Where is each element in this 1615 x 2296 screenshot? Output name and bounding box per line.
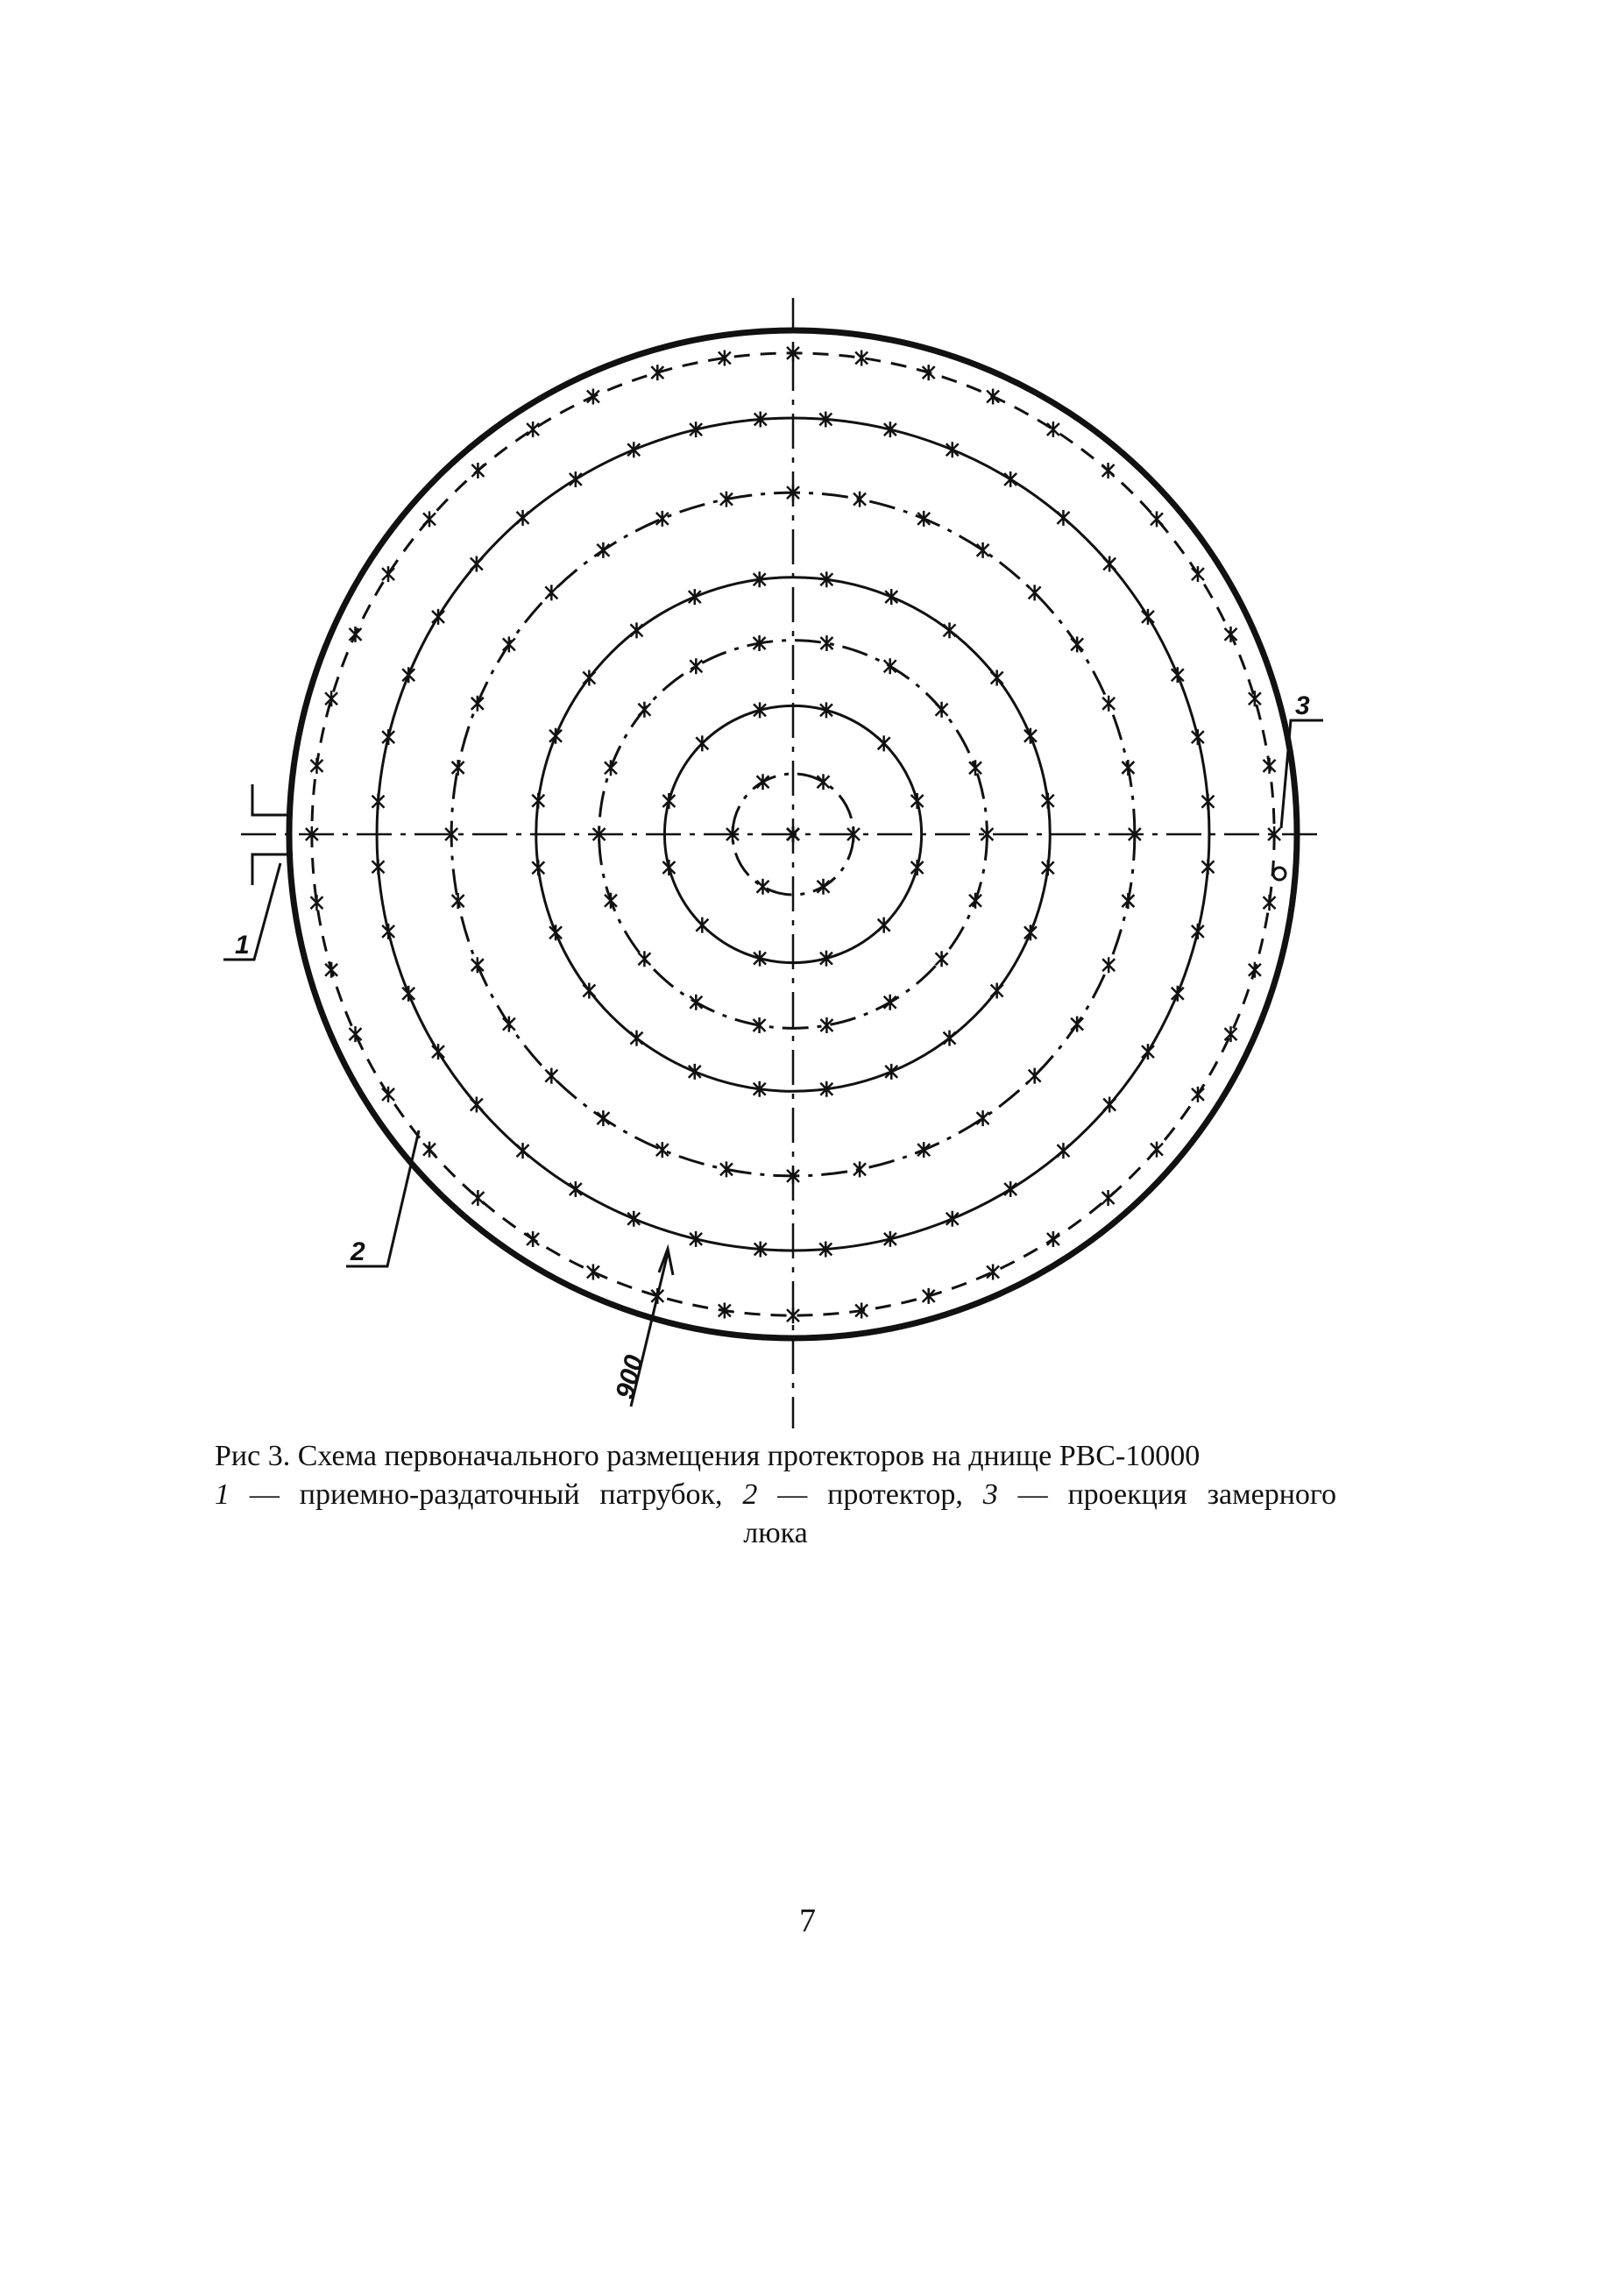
- protector-mark: [545, 585, 557, 600]
- protector-mark: [471, 696, 484, 712]
- protector-mark: [605, 760, 617, 776]
- protector-mark: [944, 1031, 956, 1046]
- protector-mark: [1057, 1143, 1069, 1159]
- label-item-2: 2: [351, 1237, 365, 1266]
- protector-mark: [690, 658, 702, 674]
- protector-mark: [885, 1064, 897, 1080]
- protector-mark: [570, 471, 582, 487]
- protector-mark: [936, 702, 948, 718]
- protector-mark: [503, 636, 515, 652]
- protector-mark: [349, 627, 361, 642]
- protector-mark: [1142, 1044, 1154, 1059]
- protector-mark: [1057, 510, 1069, 526]
- protector-mark: [605, 893, 617, 909]
- protector-mark: [1004, 471, 1016, 487]
- protector-mark: [884, 658, 896, 674]
- protector-mark: [630, 622, 642, 638]
- legend-text-1: — приемно-раздаточный патрубок,: [230, 1478, 743, 1511]
- protector-mark: [1192, 566, 1204, 582]
- protector-mark: [689, 1064, 701, 1080]
- protector-mark: [325, 691, 337, 706]
- protector-mark: [884, 995, 896, 1010]
- protector-mark: [1122, 893, 1134, 909]
- protector-mark: [1071, 1017, 1083, 1032]
- protector-mark: [917, 511, 930, 527]
- label-item-1: 1: [235, 931, 250, 960]
- protector-mark: [549, 925, 562, 940]
- protector-mark: [662, 793, 675, 809]
- legend-number-1: 1: [215, 1478, 230, 1511]
- protector-mark: [662, 860, 675, 875]
- protector-mark: [969, 893, 981, 909]
- protector-mark: [1151, 511, 1163, 527]
- protector-mark: [696, 918, 708, 933]
- protector-mark: [690, 995, 702, 1010]
- legend-text-2: — протектор,: [757, 1478, 983, 1511]
- protector-mark: [310, 895, 322, 911]
- protector-mark: [917, 1142, 930, 1158]
- protector-mark: [545, 1068, 557, 1084]
- protector-mark: [696, 735, 708, 751]
- protector-mark: [432, 609, 444, 625]
- protector-mark: [1249, 962, 1261, 978]
- legend-text-3: — проекция замерного: [997, 1478, 1336, 1511]
- figure-caption-line-2: [215, 1476, 1336, 1514]
- protector-mark: [991, 670, 1003, 685]
- protector-mark: [936, 951, 948, 967]
- protector-mark: [1102, 463, 1115, 478]
- protector-mark: [627, 1211, 640, 1227]
- protector-mark: [638, 702, 650, 718]
- protector-mark: [597, 542, 609, 558]
- protector-mark: [1264, 895, 1276, 911]
- label-item-3: 3: [1295, 691, 1310, 720]
- protector-mark: [689, 589, 701, 605]
- protector-mark: [946, 1211, 959, 1227]
- protector-mark: [527, 422, 539, 437]
- protector-mark: [1071, 636, 1083, 652]
- protector-mark: [471, 556, 483, 572]
- protector-mark: [1103, 1096, 1116, 1112]
- protector-mark: [517, 1143, 529, 1159]
- protector-mark: [310, 758, 322, 774]
- protector-mark: [656, 1142, 669, 1158]
- protector-mark: [1172, 986, 1184, 1002]
- protector-mark: [1122, 760, 1134, 776]
- protector-mark: [977, 542, 989, 558]
- protector-mark: [1042, 860, 1054, 875]
- protector-mark: [1225, 1026, 1237, 1042]
- protector-mark: [349, 1026, 361, 1042]
- protector-mark: [583, 670, 595, 685]
- protector-mark: [987, 1265, 999, 1280]
- figure-caption-line-3: люка: [743, 1517, 808, 1549]
- protector-mark: [911, 793, 924, 809]
- figure-caption-line-1: Рис 3. Схема первоначального размещения протекторов на днище РВС-10000: [215, 1440, 1201, 1472]
- protector-mark: [372, 794, 385, 810]
- protector-mark: [969, 760, 981, 776]
- protector-mark: [911, 860, 924, 875]
- protector-mark: [402, 667, 414, 683]
- protector-mark: [1201, 859, 1214, 875]
- protector-mark: [757, 879, 769, 895]
- protector-mark: [885, 589, 897, 605]
- protector-mark: [325, 962, 337, 978]
- protector-mark: [1192, 924, 1204, 939]
- protector-mark: [854, 492, 866, 507]
- protector-mark: [1192, 1087, 1204, 1102]
- protector-mark: [452, 760, 464, 776]
- protector-mark: [1042, 793, 1054, 809]
- protector-mark: [532, 860, 544, 875]
- protector-mark: [1225, 627, 1237, 642]
- protector-mark: [818, 774, 830, 790]
- protector-mark: [1024, 925, 1037, 940]
- protector-mark: [1201, 794, 1214, 810]
- inlet-pipe: [223, 784, 291, 960]
- protector-rings: [306, 345, 1280, 1323]
- protector-mark: [1192, 729, 1204, 745]
- protector-mark: [1029, 1068, 1041, 1084]
- protector-mark: [878, 918, 890, 933]
- protector-mark: [471, 957, 484, 973]
- protector-mark: [1102, 696, 1115, 712]
- protector-mark: [1102, 1190, 1115, 1206]
- protector-mark: [432, 1044, 444, 1059]
- protector-mark: [1264, 758, 1276, 774]
- label-dimension-900: 900: [610, 1352, 649, 1402]
- protector-mark: [1249, 691, 1261, 706]
- protector-mark: [944, 622, 956, 638]
- protector-mark: [402, 986, 414, 1002]
- protector-mark: [471, 1096, 483, 1112]
- protector-mark: [517, 510, 529, 526]
- protector-mark: [1103, 556, 1116, 572]
- protector-mark: [1024, 728, 1037, 744]
- protector-mark: [1004, 1181, 1016, 1197]
- protector-mark: [597, 1110, 609, 1126]
- legend-number-2: 2: [742, 1478, 758, 1511]
- protector-mark: [382, 729, 394, 745]
- protector-mark: [878, 735, 890, 751]
- protector-mark: [1172, 667, 1184, 683]
- protector-mark: [1151, 1142, 1163, 1158]
- protector-mark: [627, 442, 640, 457]
- protector-mark: [987, 388, 999, 404]
- protector-mark: [570, 1181, 582, 1197]
- protector-mark: [423, 511, 436, 527]
- legend-number-3: 3: [982, 1478, 998, 1511]
- protector-mark: [991, 983, 1003, 999]
- protector-mark: [382, 924, 394, 939]
- protector-mark: [471, 1190, 484, 1206]
- protector-mark: [532, 793, 544, 809]
- protector-mark: [854, 1161, 866, 1177]
- protector-mark: [452, 893, 464, 909]
- protector-mark: [1102, 957, 1115, 973]
- protector-mark: [630, 1031, 642, 1046]
- protector-mark: [382, 566, 394, 582]
- protector-mark: [527, 1231, 539, 1247]
- protector-mark: [1029, 585, 1041, 600]
- protector-mark: [977, 1110, 989, 1126]
- protector-mark: [1047, 422, 1059, 437]
- protector-mark: [423, 1142, 436, 1158]
- protector-mark: [946, 442, 959, 457]
- protector-mark: [372, 859, 385, 875]
- protector-mark: [587, 388, 599, 404]
- page-number: 7: [799, 1903, 816, 1939]
- protector-mark: [583, 983, 595, 999]
- protector-mark: [656, 511, 669, 527]
- protector-mark: [471, 463, 484, 478]
- protector-mark: [503, 1017, 515, 1032]
- protector-mark: [818, 879, 830, 895]
- protector-mark: [587, 1265, 599, 1280]
- protector-mark: [757, 774, 769, 790]
- protector-mark: [638, 951, 650, 967]
- protector-mark: [1142, 609, 1154, 625]
- protector-mark: [549, 728, 562, 744]
- protector-mark: [382, 1087, 394, 1102]
- protector-mark: [1047, 1231, 1059, 1247]
